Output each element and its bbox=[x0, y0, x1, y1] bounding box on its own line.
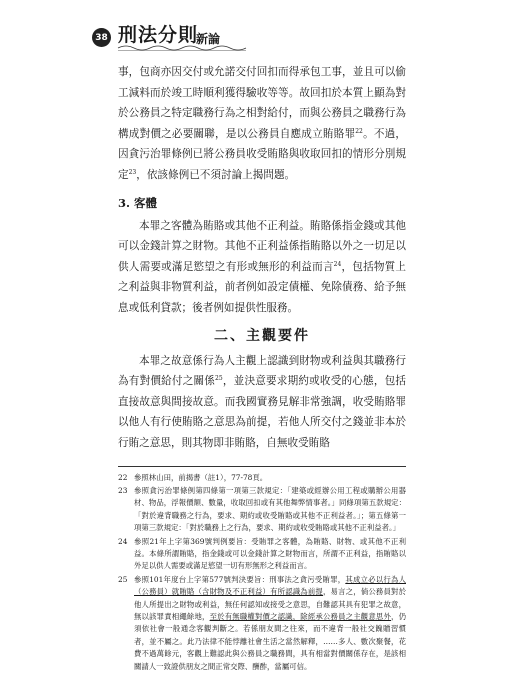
footnote-text: 參照21年上字第369號判例要旨：受賄罪之客體，為賄賂、財物、或其他不正利益。本條所謂賄賂，指金錢或可以金錢計算之財物而言，所謂不正利益，指賄賂以外足以供人需要或滿足慾望一切有形無形之利益而言。 bbox=[134, 536, 406, 571]
paragraph-object: 本罪之客體為賄賂或其他不正利益。賄賂係指金錢或其他可以金錢計算之財物。其他不正利益係指賄賂以外之一切足以供人需要或滿足慾望之有形或無形的利益而言$^{24}$，包括物質上之利益與非物質利益，前者例如設定債權、免除債務、給予無息或低利貸款；後者例如提供性服務。 bbox=[118, 219, 407, 314]
running-header bbox=[0, 0, 520, 52]
footnote-23 bbox=[118, 485, 406, 535]
footnote-number: 25 bbox=[118, 574, 128, 584]
footnote-ref-22: 22 bbox=[355, 127, 363, 135]
page-content bbox=[118, 62, 407, 671]
footnote-text: 參照101年度台上字第577號判決要旨：刑事法之貪污受賄罪，其成立必以行為人（公務員）就賄賂（含財物及不正利益）有所認識為前提，易言之，倘公務員對於他人所提出之財物或利益，無任何認知或接受之意思，自難認其具有犯罪之故意，無以該罪責相繩餘地，至於有無職權對價之認識，除經承公務員之主觀意思外，仍須依社會一般通念客觀判斷之。若係朋友間之往來，而不違背一般社交餽贈習慣者，並不屬之。此乃法律不能悖離社會生活之當然解釋，……多人、數次聚餐，花費不過萬餘元，客觀上難認此與公務員之職務間，具有相當對價關係存在，是該相關請人一致證供朋友之間正常交際、酬酢，當屬可信。 bbox=[134, 574, 406, 671]
footnote-underlined-text: 其成立必以行為人（公務員）就賄賂（含財物及不正利益）有所認識為前提 bbox=[134, 574, 406, 597]
footnote-24 bbox=[118, 536, 406, 573]
footnote-underlined-text: 至於有無職權對價之認識，除經承公務員之主觀意思外 bbox=[209, 611, 392, 621]
footnote-number: 24 bbox=[118, 536, 128, 546]
footnote-text: 參照貪污治罪條例第四條第一項第三款規定：「建築或經辦公用工程或購辦公用器材、物品，浮報價額、數量，收取回扣或有其他舞弊情事者。」同條項第五款規定：「對於違背職務之行為，要求、期約或收受賄賂或其他不正利益者。」；第五條第一項第三款規定：「對於職務上之行為，要求、期約或收受賄賂或其他不正利益者。」 bbox=[134, 485, 406, 533]
section-heading-subjective: 二、主觀要件 bbox=[214, 327, 310, 344]
footnote-number: 22 bbox=[118, 472, 128, 482]
footnote-divider bbox=[118, 466, 406, 467]
section-heading-object: 3. 客體 bbox=[118, 195, 158, 210]
footnote-ref-23: 23 bbox=[128, 168, 137, 176]
paragraph-kickback: 事，包商亦因交付或允諾交付回扣而得承包工事，並且可以偷工減料而於竣工時順利獲得驗收等等。故回扣於本質上顯為對於公務員之特定職務行為之相對給付，而與公務員之職務行為構成對價之必要關聯，是以公務員自應成立賄賂罪$^{22}$。不過，因貪污治罪條例已將公務員收受賄賂與收取回扣的情形分別規定$^{23}$，依該條例已不須討論上揭問題。 bbox=[118, 66, 407, 181]
footnote-25 bbox=[118, 574, 406, 673]
book-subtitle: 新論 bbox=[196, 32, 221, 46]
header-ornament-icon bbox=[118, 44, 248, 52]
paragraph-intent: 本罪之故意係行為人主觀上認識到財物或利益與其職務行為有對價給付之關係$^{25}$，並決意要求期約或收受的心態，包括直接故意與間接故意。而我國實務見解非常強調，收受賄賂罪以他人有行使賄賂之意思為前提，若他人所交付之錢並非本於行賄之意思，則其物即非賄賂，自無收受賄賂 bbox=[118, 354, 406, 449]
footnote-number: 23 bbox=[118, 485, 128, 495]
footnote-text: 參照林山田，前揭書（註1），77-78頁。 bbox=[134, 472, 268, 482]
footnote-ref-24: 24 bbox=[333, 260, 342, 268]
book-title: 刑法分則 bbox=[118, 24, 199, 46]
page-number-badge: 38 bbox=[92, 28, 111, 47]
footnote-22 bbox=[118, 472, 406, 484]
footnote-ref-25: 25 bbox=[215, 375, 223, 383]
